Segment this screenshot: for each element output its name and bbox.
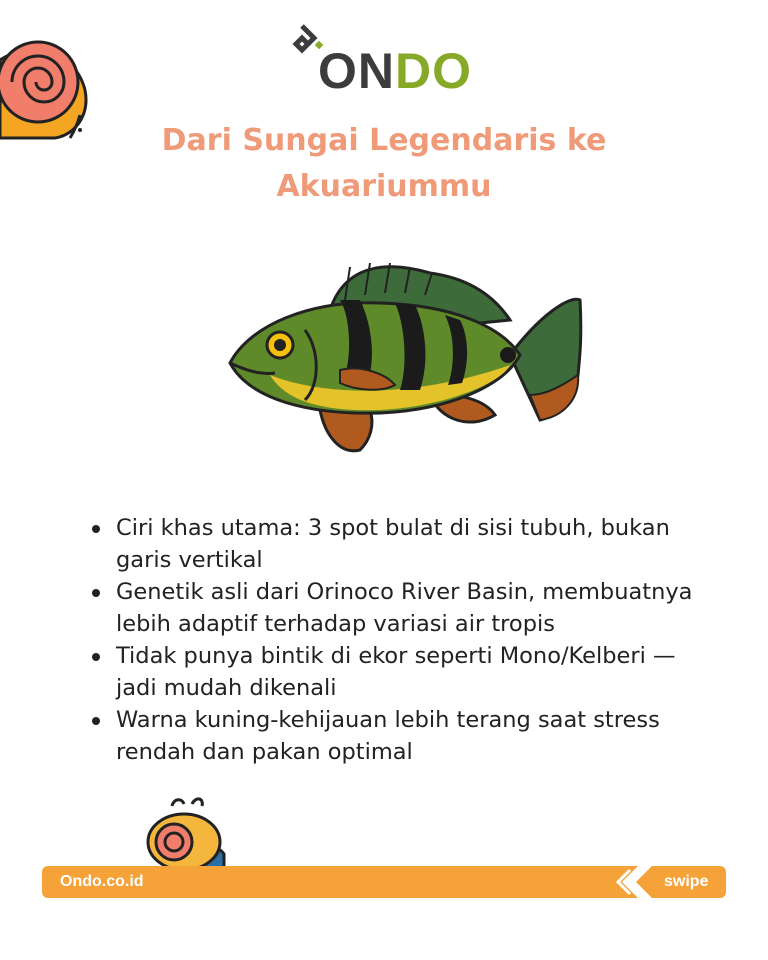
swipe-arrow-icon[interactable] [608, 862, 658, 902]
bullet-2-line-1: Genetik asli dari Orinoco River Basin, membuatnya [116, 579, 693, 605]
bullet-4-line-1: Warna kuning-kehijauan lebih terang saat stress [116, 707, 660, 733]
peacock-bass-fish-illustration [210, 245, 590, 475]
bullet-3-line-2: jadi mudah dikenali [116, 675, 337, 701]
title-line-2: Akuariummu [276, 169, 492, 204]
bullet-4-line-2: rendah dan pakan optimal [116, 739, 413, 765]
title-line-1: Dari Sungai Legendaris ke [161, 123, 607, 158]
snail-decoration-bottom [142, 796, 232, 868]
bullet-3-line-1: Tidak punya bintik di ekor seperti Mono/Kelberi — [116, 643, 676, 669]
bullet-2-line-2: lebih adaptif terhadap variasi air tropis [116, 611, 555, 637]
list-item [90, 512, 710, 576]
ondo-logo [288, 22, 488, 102]
logo-text-on: ON [318, 43, 395, 99]
bullet-1-line-2: garis vertikal [116, 547, 263, 573]
logo-text-do: DO [395, 43, 472, 99]
feature-list [90, 512, 710, 768]
list-item [90, 704, 710, 768]
bullet-1-line-1: Ciri khas utama: 3 spot bulat di sisi tubuh, bukan [116, 515, 670, 541]
page-title [0, 118, 768, 210]
list-item [90, 640, 710, 704]
list-item [90, 576, 710, 640]
swipe-label[interactable]: swipe [664, 873, 709, 890]
site-link[interactable]: Ondo.co.id [60, 873, 144, 890]
